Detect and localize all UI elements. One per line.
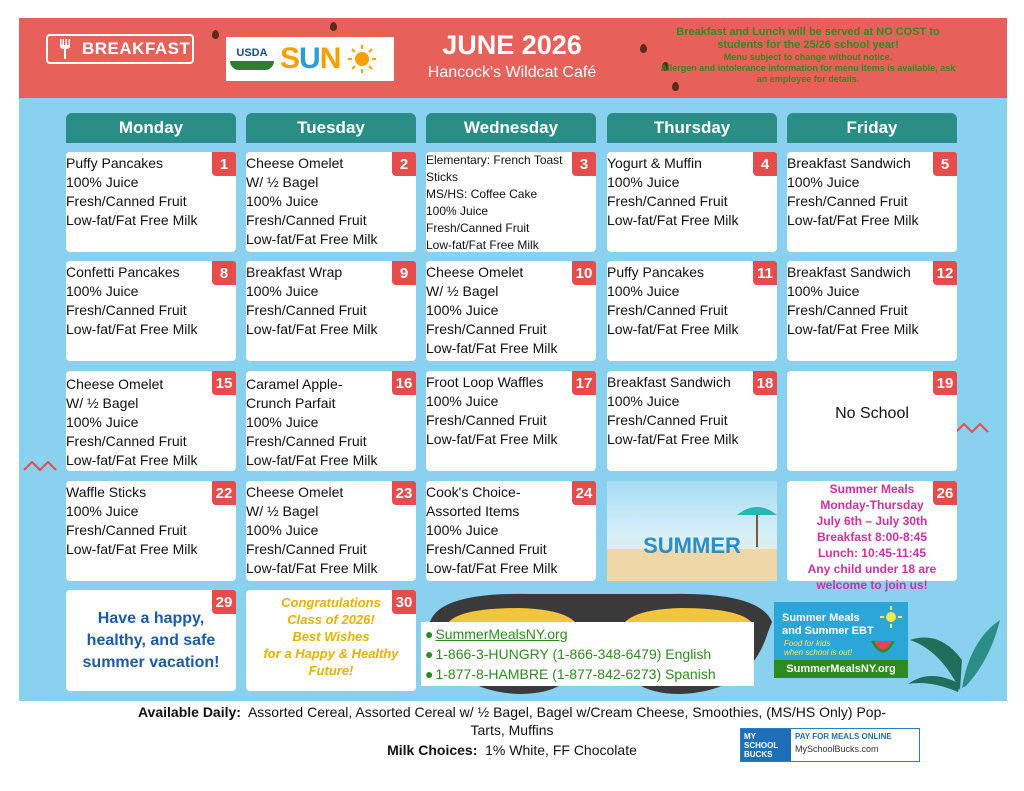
- calendar-day-cell: [787, 371, 957, 471]
- menu-items: Cook's Choice- Assorted Items 100% Juice Fresh/Canned Fruit Low-fat/Fat Free Milk: [426, 484, 558, 576]
- ebt-url[interactable]: SummerMealsNY.org: [774, 660, 908, 678]
- sun-logo: SUN: [280, 42, 341, 75]
- watermelon-icon: [870, 640, 896, 656]
- menu-items: Confetti Pancakes 100% Juice Fresh/Canned Fruit Low-fat/Fat Free Milk: [66, 264, 198, 337]
- summer-ebt-promo: [774, 602, 908, 678]
- calendar-day-cell: [607, 371, 777, 471]
- calendar-day-cell: [426, 261, 596, 361]
- date-badge: 26: [933, 481, 957, 505]
- calendar-day-cell: [787, 152, 957, 252]
- myschoolbucks-promo[interactable]: [740, 728, 920, 762]
- date-badge: 18: [753, 371, 777, 395]
- graduation-message: Congratulations Class of 2026! Best Wishes for a Happy & Healthy Future!: [263, 595, 399, 678]
- calendar-day-cell: [607, 152, 777, 252]
- calendar-day-cell: [66, 481, 236, 581]
- no-school-label: No School: [835, 405, 909, 422]
- menu-items: Breakfast Sandwich 100% Juice Fresh/Canned Fruit Low-fat/Fat Free Milk: [607, 374, 739, 447]
- date-badge: 17: [572, 371, 596, 395]
- calendar-day-cell: [66, 152, 236, 252]
- date-badge: 15: [212, 371, 236, 395]
- myschoolbucks-site: MySchoolBucks.com: [795, 744, 879, 754]
- date-badge: 1: [212, 152, 236, 176]
- notice-text: Breakfast and Lunch will be served at NO COST to students for the 25/26 school year! Menu subject to change without notice. Allergen and intolerance information for menu items is available, ask an employee for details.: [660, 26, 956, 84]
- summer-meals-info: Summer Meals Monday-Thursday July 6th – July 30th Breakfast 8:00-8:45 Lunch: 10:45-11:45 Any child under 18 are welcome to join us!: [807, 482, 937, 592]
- summer-meals-contacts: [421, 622, 754, 686]
- day-header-monday: Monday: [66, 113, 236, 143]
- menu-items: Froot Loop Waffles 100% Juice Fresh/Canned Fruit Low-fat/Fat Free Milk: [426, 374, 558, 447]
- sun-icon: [346, 43, 378, 75]
- page-title: JUNE 2026: [442, 30, 582, 60]
- fork-icon: [48, 36, 82, 62]
- date-badge: 2: [392, 152, 416, 176]
- date-badge: 10: [572, 261, 596, 285]
- zigzag-decoration-icon: [956, 420, 990, 436]
- menu-items: Elementary: French Toast Sticks MS/HS: Coffee Cake 100% Juice Fresh/Canned Fruit Low-fat/Fat Free Milk: [426, 153, 563, 252]
- breakfast-label: BREAKFAST: [82, 39, 191, 58]
- calendar-day-cell: [246, 371, 416, 471]
- summer-beach-image: [607, 481, 777, 581]
- date-badge: 16: [392, 371, 416, 395]
- date-badge: 11: [753, 261, 777, 285]
- myschoolbucks-logo: MY SCHOOL BUCKS: [741, 729, 791, 761]
- date-badge: 8: [212, 261, 236, 285]
- zigzag-decoration-icon: [24, 458, 58, 474]
- date-badge: 5: [933, 152, 957, 176]
- date-badge: 29: [212, 590, 236, 614]
- decorative-drop-icon: [330, 22, 337, 31]
- contact-spanish-phone: ● 1-877-8-HAMBRE (1-877-842-6273) Spanish: [425, 666, 716, 682]
- day-header-tuesday: Tuesday: [246, 113, 416, 143]
- menu-items: Cheese Omelet W/ ½ Bagel 100% Juice Fresh/Canned Fruit Low-fat/Fat Free Milk: [66, 376, 198, 468]
- available-daily: Available Daily: Assorted Cereal, Assorted Cereal w/ ½ Bagel, Bagel w/Cream Cheese, Smoothies, (MS/HS Only) Pop-Tarts, Muffins: [137, 704, 887, 738]
- calendar-day-cell: [426, 152, 596, 252]
- calendar-day-cell: [66, 590, 236, 691]
- menu-items: Yogurt & Muffin 100% Juice Fresh/Canned Fruit Low-fat/Fat Free Milk: [607, 155, 739, 228]
- summer-meals-cell: [787, 481, 957, 592]
- calendar-day-cell: [426, 481, 596, 581]
- contact-english-phone: ● 1-866-3-HUNGRY (1-866-348-6479) English: [425, 646, 712, 662]
- menu-items: Cheese Omelet W/ ½ Bagel 100% Juice Fresh/Canned Fruit Low-fat/Fat Free Milk: [246, 484, 378, 576]
- calendar-day-cell: [246, 261, 416, 361]
- calendar-day-cell: [426, 371, 596, 471]
- day-header-friday: Friday: [787, 113, 957, 143]
- palm-leaves-illustration: [900, 580, 1010, 700]
- contact-website[interactable]: ● SummerMealsNY.org: [425, 626, 568, 642]
- menu-items: Puffy Pancakes 100% Juice Fresh/Canned Fruit Low-fat/Fat Free Milk: [607, 264, 739, 337]
- decorative-drop-icon: [640, 44, 647, 53]
- ebt-title: Summer Meals and Summer EBT: [782, 612, 874, 637]
- decorative-drop-icon: [212, 30, 219, 39]
- breakfast-badge: [46, 34, 194, 64]
- menu-items: Cheese Omelet W/ ½ Bagel 100% Juice Fresh/Canned Fruit Low-fat/Fat Free Milk: [246, 155, 378, 247]
- usda-logo: USDA: [230, 48, 274, 70]
- date-badge: 4: [753, 152, 777, 176]
- pay-online-label: PAY FOR MEALS ONLINE: [795, 732, 892, 741]
- menu-items: Breakfast Sandwich 100% Juice Fresh/Canned Fruit Low-fat/Fat Free Milk: [787, 264, 919, 337]
- calendar-day-cell: [607, 261, 777, 361]
- date-badge: 22: [212, 481, 236, 505]
- day-header-thursday: Thursday: [607, 113, 777, 143]
- summer-word: SUMMER: [643, 533, 741, 558]
- page-subtitle: Hancock's Wildcat Café: [427, 64, 597, 81]
- date-badge: 3: [572, 152, 596, 176]
- menu-items: Breakfast Wrap 100% Juice Fresh/Canned Fruit Low-fat/Fat Free Milk: [246, 264, 378, 337]
- menu-items: Cheese Omelet W/ ½ Bagel 100% Juice Fresh/Canned Fruit Low-fat/Fat Free Milk: [426, 264, 558, 356]
- menu-items: Waffle Sticks 100% Juice Fresh/Canned Fruit Low-fat/Fat Free Milk: [66, 484, 198, 557]
- date-badge: 24: [572, 481, 596, 505]
- calendar-day-cell: [246, 152, 416, 252]
- day-header-wednesday: Wednesday: [426, 113, 596, 143]
- menu-items: Breakfast Sandwich 100% Juice Fresh/Canned Fruit Low-fat/Fat Free Milk: [787, 155, 919, 228]
- date-badge: 23: [392, 481, 416, 505]
- calendar-day-cell: [66, 261, 236, 361]
- date-badge: 12: [933, 261, 957, 285]
- calendar-day-cell: [246, 481, 416, 581]
- ebt-tagline: Food for kids when school is out!: [784, 639, 853, 657]
- date-badge: 30: [392, 590, 416, 614]
- calendar-day-cell: [66, 371, 236, 471]
- vacation-message: Have a happy, healthy, and safe summer vacation!: [82, 610, 220, 671]
- date-badge: 9: [392, 261, 416, 285]
- sun-icon: [880, 606, 902, 628]
- usda-sun-logo: [226, 37, 394, 81]
- calendar-day-cell: [246, 590, 416, 691]
- calendar-day-cell: [787, 261, 957, 361]
- menu-items: Caramel Apple- Crunch Parfait 100% Juice Fresh/Canned Fruit Low-fat/Fat Free Milk: [246, 376, 378, 468]
- date-badge: 19: [933, 371, 957, 395]
- milk-choices: Milk Choices: 1% White, FF Chocolate: [387, 742, 637, 758]
- menu-items: Puffy Pancakes 100% Juice Fresh/Canned Fruit Low-fat/Fat Free Milk: [66, 155, 198, 228]
